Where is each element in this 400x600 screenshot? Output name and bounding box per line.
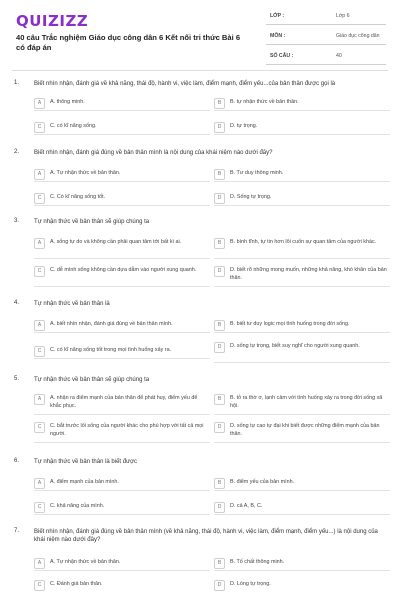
question-text: Tự nhận thức về bản thân là biết được: [34, 459, 138, 465]
option-divider: [34, 514, 210, 515]
option-letter: C: [34, 422, 45, 433]
question-number: 1.: [14, 80, 20, 86]
question-text: Tự nhận thức về bản thân sẽ giúp chúng ta: [34, 219, 150, 225]
question-text: Tự nhận thức về bản thân sẽ giúp chúng ta: [34, 377, 150, 383]
meta-row-count: [266, 50, 386, 65]
option-text: A. điểm mạnh của bản mình.: [50, 479, 119, 485]
option-text: A. nhận ra điểm mạnh của bản thân để phát huy, điểm yếu để khắc phục.: [50, 395, 198, 409]
option-text: B. tỏ ra thờ ơ, lạnh cảm với tình huống xảy ra trong đời sống xã hội.: [230, 395, 383, 409]
option-text: D. cả A, B, C.: [230, 503, 263, 509]
option-letter: B: [214, 394, 225, 405]
meta-value: Lớp 6: [336, 13, 350, 19]
option-divider: [34, 286, 210, 287]
option-text: D. Lòng tự trọng.: [230, 581, 271, 587]
option-letter: D: [214, 580, 225, 591]
option-divider: [214, 442, 390, 443]
option-divider: [214, 514, 390, 515]
meta-key: LỚP :: [270, 13, 285, 19]
worksheet-header: [0, 0, 400, 72]
option-text: D. biết rõ những mong muốn, những khả năng, khó khăn của bản thân.: [230, 267, 387, 281]
option-text: B. điểm yếu của bản mình.: [230, 479, 295, 485]
option-divider: [34, 490, 210, 491]
option-text: A. Tự nhận thức về bản thân.: [50, 559, 121, 565]
worksheet-title: 40 câu Trắc nghiệm Giáo dục công dân 6 Kết nối tri thức Bài 6 có đáp án: [16, 33, 241, 52]
option-letter: C: [34, 193, 45, 204]
option-letter: C: [34, 266, 45, 277]
option-text: B. tự nhận thức về bản thân.: [230, 99, 299, 105]
question-number: 4.: [14, 300, 20, 306]
option-text: C. dễ mình sống không cần dựa dẫm vào người xung quanh.: [50, 267, 197, 273]
question-number: 2.: [14, 149, 20, 155]
option-text: A. biết nhìn nhận, đánh giá đúng về bản thân mình.: [50, 321, 173, 327]
option-divider: [214, 286, 390, 287]
option-letter: B: [214, 478, 225, 489]
question-number: 6.: [14, 458, 20, 464]
option-letter: D: [214, 502, 225, 513]
option-text: D. sống tự cao tự đại khi biết được những điểm mạnh của bản thân.: [230, 423, 380, 437]
option-letter: A: [34, 320, 45, 331]
question-text: Biết nhìn nhận, đánh giá đúng về bản thân mình là nội dung của khái niệm nào dưới đây?: [34, 150, 273, 156]
meta-row-subject: [266, 30, 386, 45]
option-divider: [34, 570, 210, 571]
meta-row-grade: [266, 10, 386, 25]
option-divider: [34, 442, 210, 443]
option-letter: C: [34, 502, 45, 513]
option-letter: A: [34, 558, 45, 569]
option-divider: [214, 134, 390, 135]
question-text: Tự nhận thức về bản thân là: [34, 301, 110, 307]
option-divider: [214, 570, 390, 571]
option-letter: D: [214, 422, 225, 433]
option-letter: D: [214, 122, 225, 133]
option-divider: [214, 258, 390, 259]
option-divider: [214, 414, 390, 415]
option-letter: B: [214, 558, 225, 569]
question-number: 5.: [14, 376, 20, 382]
option-divider: [34, 358, 210, 359]
option-text: B. biết tư duy logic mọi tình huống trong đời sống.: [230, 321, 350, 327]
option-text: B. Tố chất thông minh.: [230, 559, 285, 565]
option-text: B. bình tĩnh, tự tin hơn lôi cuốn sự quan tâm của người khác.: [230, 239, 377, 245]
option-divider: [214, 490, 390, 491]
option-letter: A: [34, 169, 45, 180]
meta-value: 40: [336, 53, 342, 59]
option-letter: C: [34, 580, 45, 591]
question-text: Biết nhìn nhận, đánh giá về khả năng, thái độ, hành vi, việc làm, điểm mạnh, điểm yếu...của bản thân được gọi là: [34, 81, 336, 87]
option-divider: [214, 362, 390, 363]
option-letter: A: [34, 98, 45, 109]
option-text: C. bắt trước lối sống của người khác cho phù hợp với tất cả mọi người.: [50, 423, 204, 437]
meta-key: SỐ CÂU :: [270, 53, 294, 59]
option-letter: A: [34, 238, 45, 249]
header-divider: [12, 70, 388, 71]
option-divider: [34, 258, 210, 259]
meta-key: MÔN :: [270, 33, 286, 39]
option-text: C. Có kĩ năng sống tốt.: [50, 194, 106, 200]
option-divider: [214, 205, 390, 206]
meta-value: Giáo dục công dân: [336, 33, 380, 39]
option-text: C. Đánh giá bản thân.: [50, 581, 103, 587]
option-divider: [214, 110, 390, 111]
option-text: A. sống tự do và không cần phải quan tâm tới bất kì ai.: [50, 239, 182, 245]
option-letter: A: [34, 478, 45, 489]
option-divider: [34, 181, 210, 182]
question-number: 7.: [14, 528, 20, 534]
option-text: B. Tư duy thông minh.: [230, 170, 284, 176]
option-letter: C: [34, 346, 45, 357]
option-text: D. tự trọng.: [230, 123, 258, 129]
option-text: C. có kĩ năng sống tốt trong mọi tình huống xảy ra.: [50, 347, 172, 353]
option-text: A. thông minh.: [50, 99, 85, 105]
option-text: C. khả năng của mình.: [50, 503, 105, 509]
option-divider: [34, 205, 210, 206]
quizizz-logo: QUIZIZZ: [16, 12, 89, 30]
option-text: A. Tự nhận thức về bản thân.: [50, 170, 121, 176]
question-number: 3.: [14, 218, 20, 224]
option-letter: C: [34, 122, 45, 133]
option-divider: [214, 181, 390, 182]
option-text: D. sống tự trọng, biết suy nghĩ cho người xung quanh.: [230, 343, 360, 349]
option-text: C. có kĩ năng sống.: [50, 123, 97, 129]
option-divider: [34, 332, 210, 333]
option-divider: [34, 134, 210, 135]
option-letter: D: [214, 266, 225, 277]
option-divider: [214, 332, 390, 333]
question-text: Biết nhìn nhận, đánh giá đúng về bản thân mình (về khả năng, thái độ, hành vi, việc làm, điểm mạnh, điểm yếu...) là nội dung của khái niệm nào dưới đây?: [34, 529, 378, 543]
option-letter: B: [214, 169, 225, 180]
option-letter: B: [214, 320, 225, 331]
option-text: D. Sống tự trọng.: [230, 194, 272, 200]
option-letter: B: [214, 98, 225, 109]
option-letter: A: [34, 394, 45, 405]
option-divider: [34, 110, 210, 111]
option-letter: D: [214, 193, 225, 204]
meta-panel: [266, 10, 386, 70]
option-letter: D: [214, 342, 225, 353]
option-divider: [34, 414, 210, 415]
option-letter: B: [214, 238, 225, 249]
